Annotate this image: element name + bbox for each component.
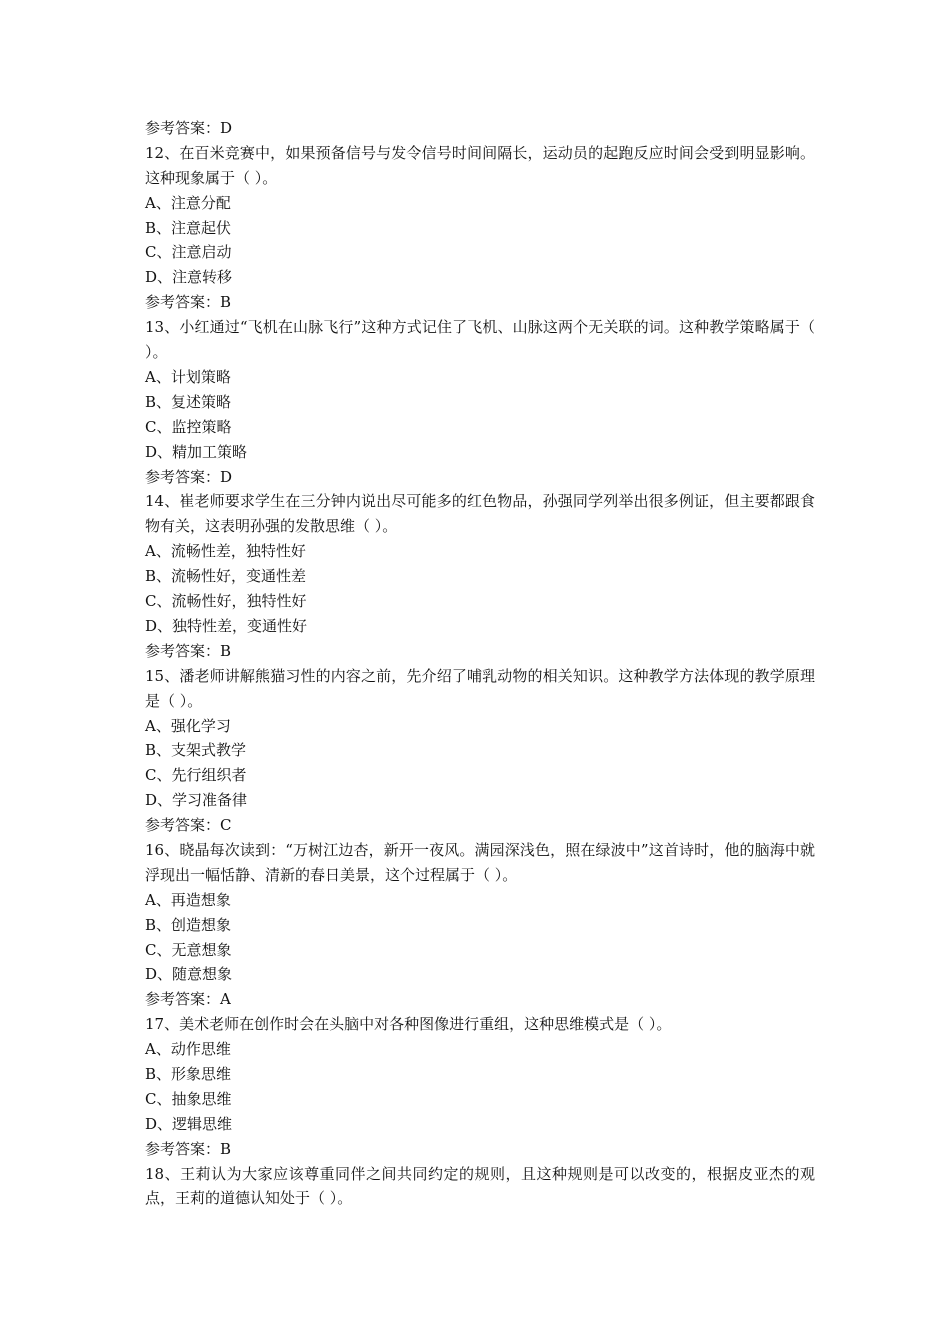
question-list: [145, 141, 815, 1212]
option-line: B、创造想象: [145, 915, 232, 934]
option-line: B、形象思维: [145, 1065, 232, 1084]
option-line: D、逻辑思维: [145, 1114, 233, 1133]
answer-line: 参考答案：C: [145, 816, 232, 835]
question-block: [145, 664, 815, 838]
question-text: 15、潘老师讲解熊猫习性的内容之前，先介绍了哺乳动物的相关知识。这种教学方法体现的教学原理是（ ）。: [145, 666, 815, 710]
option-line: B、流畅性好，变通性差: [145, 567, 307, 586]
question-block: [145, 1162, 815, 1212]
answer-line: 参考答案：A: [145, 990, 231, 1009]
option-line: A、动作思维: [145, 1040, 231, 1059]
option-line: C、监控策略: [145, 417, 232, 436]
question-text: 12、在百米竞赛中，如果预备信号与发令信号时间间隔长，运动员的起跑反应时间会受到明显影响。这种现象属于（ ）。: [145, 143, 815, 187]
option-line: D、精加工策略: [145, 442, 248, 461]
question-block: [145, 838, 815, 1012]
option-line: D、注意转移: [145, 268, 233, 287]
question-block: [145, 315, 815, 489]
question-block: [145, 1012, 815, 1161]
option-line: C、无意想象: [145, 940, 232, 959]
document-body: [145, 116, 815, 1211]
option-line: D、学习准备律: [145, 791, 248, 810]
option-line: A、强化学习: [145, 716, 231, 735]
option-line: A、计划策略: [145, 367, 231, 386]
option-line: D、随意想象: [145, 965, 233, 984]
answer-line: 参考答案：B: [145, 293, 232, 312]
option-line: B、支架式教学: [145, 741, 247, 760]
question-block: [145, 141, 815, 315]
option-line: A、注意分配: [145, 193, 231, 212]
question-text: 18、王莉认为大家应该尊重同伴之间共同约定的规则，且这种规则是可以改变的，根据皮亚杰的观点，王莉的道德认知处于（ ）。: [145, 1164, 815, 1208]
option-line: B、复述策略: [145, 392, 232, 411]
answer-line: 参考答案：D: [145, 467, 233, 486]
answer-line: 参考答案：D: [145, 119, 233, 137]
answer-line: 参考答案：B: [145, 1139, 232, 1158]
answer-line: 参考答案：B: [145, 641, 232, 660]
question-block: [145, 489, 815, 663]
question-text: 13、小红通过“飞机在山脉飞行”这种方式记住了飞机、山脉这两个无关联的词。这种教学策略属于（ ）。: [145, 318, 815, 362]
option-line: B、注意起伏: [145, 218, 232, 237]
option-line: C、流畅性好，独特性好: [145, 592, 307, 611]
option-line: A、再造想象: [145, 890, 231, 909]
question-text: 17、美术老师在创作时会在头脑中对各种图像进行重组，这种思维模式是（ ）。: [145, 1015, 672, 1034]
option-line: A、流畅性差，独特性好: [145, 542, 306, 561]
option-line: C、先行组织者: [145, 766, 247, 785]
question-text: 14、崔老师要求学生在三分钟内说出尽可能多的红色物品，孙强同学列举出很多例证，但主要都跟食物有关，这表明孙强的发散思维（ ）。: [145, 492, 815, 536]
option-line: C、注意启动: [145, 243, 232, 262]
option-line: D、独特性差，变通性好: [145, 616, 308, 635]
option-line: C、抽象思维: [145, 1089, 232, 1108]
question-text: 16、晓晶每次读到：“万树江边杏，新开一夜风。满园深浅色，照在绿波中”这首诗时，他的脑海中就浮现出一幅恬静、清新的春日美景，这个过程属于（ ）。: [145, 840, 815, 884]
